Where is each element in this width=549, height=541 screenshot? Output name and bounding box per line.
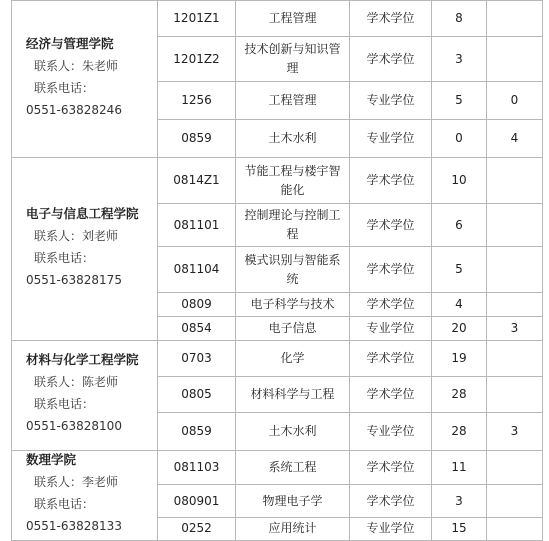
extra-quota-cell: 0: [487, 82, 543, 120]
degree-type-cell: 专业学位: [350, 120, 432, 158]
college-name: 经济与管理学院: [26, 35, 114, 51]
major-code-cell: 080901: [158, 485, 236, 517]
major-code-cell: 0854: [158, 317, 236, 341]
quota-cell: 19: [432, 341, 487, 377]
contact-person: 联系人：陈老师: [34, 375, 119, 389]
quota-cell: 6: [432, 204, 487, 247]
extra-quota-cell: 4: [487, 120, 543, 158]
college-name: 电子与信息工程学院: [26, 205, 139, 221]
major-code-cell: 0814Z1: [158, 158, 236, 204]
admissions-table: [11, 0, 543, 541]
degree-type-cell: 学术学位: [350, 158, 432, 204]
major-name-cell: 系统工程: [236, 451, 350, 485]
extra-quota-cell: [487, 341, 543, 377]
quota-cell: 8: [432, 1, 487, 37]
degree-type-cell: 学术学位: [350, 37, 432, 82]
quota-cell: 28: [432, 413, 487, 451]
major-code-cell: 081104: [158, 247, 236, 293]
major-name-cell: 工程管理: [236, 1, 350, 37]
phone-label: 联系电话：: [34, 397, 95, 411]
degree-type-cell: 学术学位: [350, 204, 432, 247]
college-name: 材料与化学工程学院: [26, 352, 139, 367]
degree-type-cell: 学术学位: [350, 247, 432, 293]
quota-cell: 10: [432, 158, 487, 204]
table-row: [12, 158, 543, 204]
table-body: [12, 1, 543, 541]
contact-person: 联系人：刘老师: [34, 228, 119, 243]
major-code-cell: 0859: [158, 120, 236, 158]
extra-quota-cell: 3: [487, 413, 543, 451]
extra-quota-cell: [487, 485, 543, 517]
major-name-cell: 化学: [236, 341, 350, 377]
major-code-cell: 0809: [158, 293, 236, 317]
phone-number: 0551-63828100: [26, 419, 122, 433]
major-name-cell: 电子科学与技术: [236, 293, 350, 317]
college-cell: [12, 341, 158, 451]
quota-cell: 0: [432, 120, 487, 158]
major-code-cell: 0252: [158, 517, 236, 540]
table-row: [12, 341, 543, 377]
major-code-cell: 1201Z1: [158, 1, 236, 37]
college-cell: [12, 158, 158, 341]
extra-quota-cell: [487, 293, 543, 317]
quota-cell: 5: [432, 247, 487, 293]
quota-cell: 4: [432, 293, 487, 317]
degree-type-cell: 学术学位: [350, 377, 432, 413]
degree-type-cell: 学术学位: [350, 485, 432, 517]
contact-person: 联系人：李老师: [34, 475, 119, 489]
extra-quota-cell: [487, 517, 543, 540]
phone-label: 联系电话：: [34, 250, 95, 265]
extra-quota-cell: [487, 37, 543, 82]
extra-quota-cell: [487, 1, 543, 37]
phone-number: 0551-63828246: [26, 102, 122, 117]
degree-type-cell: 专业学位: [350, 82, 432, 120]
major-name-cell: 节能工程与楼宇智能化: [236, 158, 350, 204]
major-name-cell: 模式识别与智能系统: [236, 247, 350, 293]
major-name-cell: 土木水利: [236, 120, 350, 158]
quota-cell: 11: [432, 451, 487, 485]
table-row: [12, 451, 543, 485]
degree-type-cell: 专业学位: [350, 413, 432, 451]
phone-label: 联系电话：: [34, 497, 95, 511]
degree-type-cell: 学术学位: [350, 451, 432, 485]
degree-type-cell: 学术学位: [350, 293, 432, 317]
major-code-cell: 081101: [158, 204, 236, 247]
major-name-cell: 应用统计: [236, 517, 350, 540]
college-name: 数理学院: [26, 452, 77, 467]
degree-type-cell: 学术学位: [350, 341, 432, 377]
major-code-cell: 0703: [158, 341, 236, 377]
phone-number: 0551-63828175: [26, 272, 122, 287]
extra-quota-cell: [487, 204, 543, 247]
major-name-cell: 材料科学与工程: [236, 377, 350, 413]
quota-cell: 3: [432, 485, 487, 517]
college-cell: [12, 451, 158, 541]
phone-label: 联系电话：: [34, 80, 95, 95]
major-name-cell: 工程管理: [236, 82, 350, 120]
major-name-cell: 电子信息: [236, 317, 350, 341]
major-code-cell: 0805: [158, 377, 236, 413]
extra-quota-cell: [487, 451, 543, 485]
major-name-cell: 控制理论与控制工程: [236, 204, 350, 247]
contact-person: 联系人：朱老师: [34, 58, 119, 73]
phone-number: 0551-63828133: [26, 519, 122, 533]
major-code-cell: 1256: [158, 82, 236, 120]
quota-cell: 15: [432, 517, 487, 540]
major-code-cell: 0859: [158, 413, 236, 451]
degree-type-cell: 学术学位: [350, 1, 432, 37]
quota-cell: 5: [432, 82, 487, 120]
extra-quota-cell: [487, 377, 543, 413]
extra-quota-cell: [487, 247, 543, 293]
college-cell: [12, 1, 158, 158]
major-name-cell: 土木水利: [236, 413, 350, 451]
quota-cell: 20: [432, 317, 487, 341]
quota-cell: 3: [432, 37, 487, 82]
extra-quota-cell: [487, 158, 543, 204]
major-name-cell: 技术创新与知识管理: [236, 37, 350, 82]
major-code-cell: 1201Z2: [158, 37, 236, 82]
table-row: [12, 1, 543, 37]
extra-quota-cell: 3: [487, 317, 543, 341]
quota-cell: 28: [432, 377, 487, 413]
degree-type-cell: 专业学位: [350, 517, 432, 540]
degree-type-cell: 专业学位: [350, 317, 432, 341]
major-name-cell: 物理电子学: [236, 485, 350, 517]
major-code-cell: 081103: [158, 451, 236, 485]
